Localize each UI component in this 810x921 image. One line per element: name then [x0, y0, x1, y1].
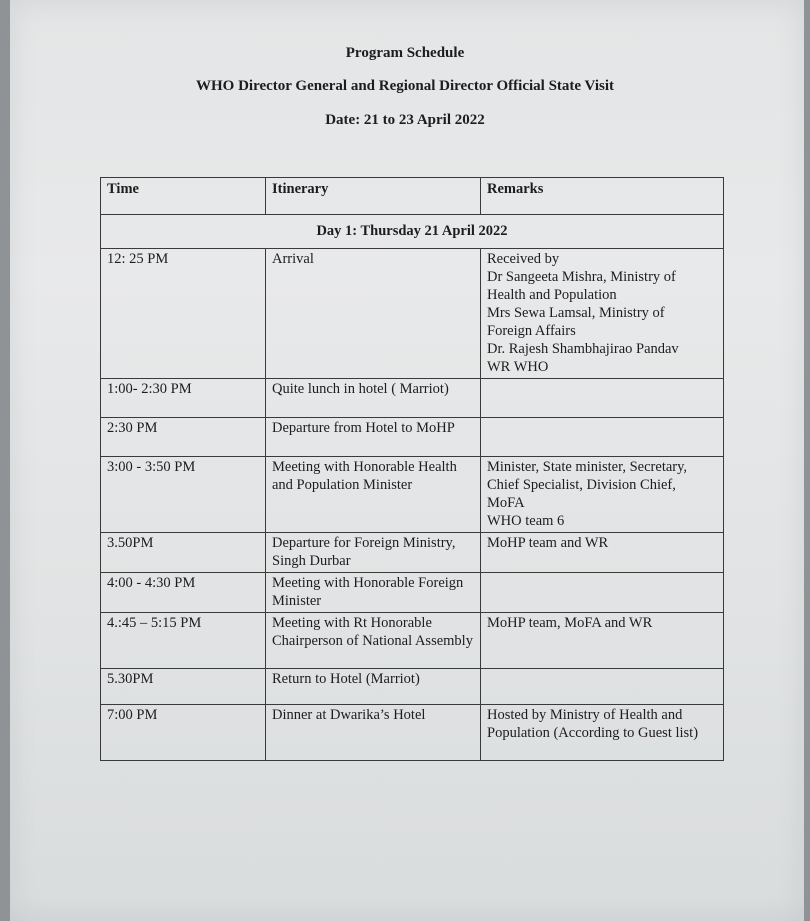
table-row — [101, 613, 724, 669]
remarks-line: WR WHO — [487, 359, 549, 375]
remarks-line: Dr. Rajesh Shambhajirao Pandav — [487, 341, 679, 357]
row-remarks — [481, 613, 724, 669]
remarks-line: Health and Population — [487, 287, 617, 303]
row-itinerary: Meeting with Honorable Foreign Minister — [266, 573, 481, 613]
row-time: 2:30 PM — [101, 418, 266, 457]
remarks-line: Received by — [487, 251, 560, 267]
remarks-line: MoHP team and WR — [487, 535, 609, 551]
row-itinerary: Departure for Foreign Ministry, Singh Durbar — [266, 533, 481, 573]
day-heading: Day 1: Thursday 21 April 2022 — [101, 215, 724, 249]
day-heading-row — [101, 215, 724, 249]
table-row — [101, 705, 724, 761]
row-time: 7:00 PM — [101, 705, 266, 761]
row-remarks — [481, 669, 724, 705]
remarks-line: WHO team 6 — [487, 513, 565, 529]
row-itinerary: Arrival — [266, 249, 481, 379]
remarks-line: Chief Specialist, Division Chief, — [487, 477, 676, 493]
remarks-line: MoFA — [487, 495, 525, 511]
row-itinerary: Quite lunch in hotel ( Marriot) — [266, 379, 481, 418]
table-row — [101, 457, 724, 533]
row-itinerary: Return to Hotel (Marriot) — [266, 669, 481, 705]
row-remarks — [481, 573, 724, 613]
remarks-line: Hosted by Ministry of Health and Population (According to Guest list) — [487, 707, 699, 741]
row-time: 3.50PM — [101, 533, 266, 573]
row-time: 1:00- 2:30 PM — [101, 379, 266, 418]
column-header-time: Time — [101, 178, 266, 215]
table-row — [101, 533, 724, 573]
remarks-line: Foreign Affairs — [487, 323, 576, 339]
remarks-line: Dr Sangeeta Mishra, Ministry of — [487, 269, 676, 285]
document-subtitle: WHO Director General and Regional Director Official State Visit — [196, 78, 614, 94]
row-remarks — [481, 457, 724, 533]
document-title: Program Schedule — [345, 45, 465, 61]
column-header-itinerary: Itinerary — [266, 178, 481, 215]
row-remarks — [481, 379, 724, 418]
schedule-table — [100, 177, 724, 761]
column-header-remarks: Remarks — [481, 178, 724, 215]
remarks-line: MoHP team, MoFA and WR — [487, 615, 653, 631]
row-itinerary: Meeting with Rt Honorable Chairperson of National Assembly — [266, 613, 481, 669]
row-itinerary: Dinner at Dwarika’s Hotel — [266, 705, 481, 761]
row-remarks — [481, 249, 724, 379]
row-itinerary: Departure from Hotel to MoHP — [266, 418, 481, 457]
row-time: 3:00 - 3:50 PM — [101, 457, 266, 533]
remarks-line: Mrs Sewa Lamsal, Ministry of — [487, 305, 665, 321]
row-time: 5.30PM — [101, 669, 266, 705]
table-row — [101, 379, 724, 418]
remarks-line: Minister, State minister, Secretary, — [487, 459, 688, 475]
table-header-row — [101, 178, 724, 215]
row-remarks — [481, 705, 724, 761]
table-row — [101, 669, 724, 705]
table-row — [101, 249, 724, 379]
table-row — [101, 418, 724, 457]
table-row — [101, 573, 724, 613]
row-remarks — [481, 418, 724, 457]
row-time: 12: 25 PM — [101, 249, 266, 379]
row-time: 4:00 - 4:30 PM — [101, 573, 266, 613]
visit-date: Date: 21 to 23 April 2022 — [325, 112, 485, 128]
row-itinerary: Meeting with Honorable Health and Population Minister — [266, 457, 481, 533]
row-time: 4.:45 – 5:15 PM — [101, 613, 266, 669]
row-remarks — [481, 533, 724, 573]
